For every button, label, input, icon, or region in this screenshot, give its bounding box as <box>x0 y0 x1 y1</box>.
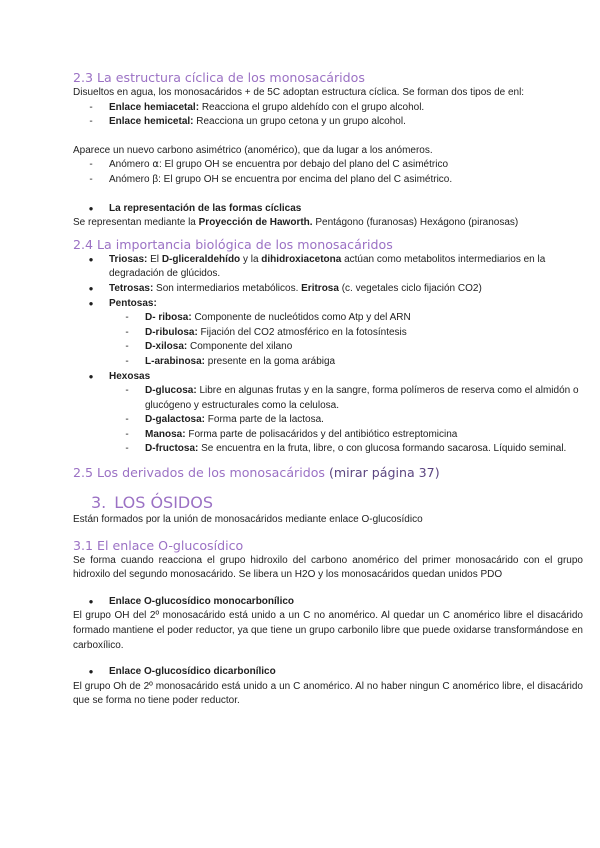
list-item <box>73 340 583 355</box>
section-2-5-heading <box>73 465 583 481</box>
text-run: Son intermediarios metabólicos. <box>153 282 302 294</box>
anomeric-carbon-text: Aparece un nuevo carbono asimétrico (anomérico), que da lugar a los anómeros. <box>73 144 433 156</box>
term: Tetrosas: <box>109 282 154 294</box>
glycosidic-bond-text: Se forma cuando reacciona el grupo hidroxilo del carbono anomérico del primer monosacárido con el grupo hidroxilo del segundo monosacárido. Se libera un H2O y los monosacáridos quedan unidos PDO <box>73 554 583 581</box>
definition: Reacciona un grupo cetona y un grupo alcohol. <box>193 116 406 128</box>
dicarbonyl-title: Enlace O-glucosídico dicarbonílico <box>109 666 276 678</box>
term: dihidroxiacetona <box>261 253 342 265</box>
dash-marker: - <box>89 173 93 185</box>
term: D-xilosa: <box>145 341 188 353</box>
definition: Fijación del CO2 atmosférico en la fotosíntesis <box>197 326 407 338</box>
representation-text <box>73 216 583 231</box>
anomer-beta: Anómero β: El grupo OH se encuentra por encima del plano del C asimétrico. <box>109 173 453 185</box>
list-item <box>73 665 583 680</box>
hexosas-label: Hexosas <box>109 370 151 382</box>
dash-marker: - <box>89 116 93 128</box>
section-3-1-heading: 3.1 El enlace O-glucosídico <box>73 537 244 553</box>
text-run: y la <box>240 253 262 265</box>
term: D-galactosa: <box>145 414 206 426</box>
section-number: 3. <box>91 493 107 513</box>
dash-marker: - <box>125 312 129 324</box>
bullet-marker: ● <box>88 596 94 606</box>
list-item <box>73 101 583 116</box>
definition: Se encuentra en la fruta, libre, o con glucosa formando sacarosa. Líquido seminal. <box>198 443 567 455</box>
text-run: Pentágono (furanosas) Hexágono (piranosas) <box>312 217 519 229</box>
dash-marker: - <box>125 414 129 426</box>
text-run: (c. vegetales ciclo fijación CO2) <box>338 282 482 294</box>
list-item <box>73 202 583 217</box>
definition: Forma parte de la lactosa. <box>205 414 324 426</box>
term: Manosa: <box>145 428 186 440</box>
term: L-arabinosa: <box>145 355 206 367</box>
bullet-marker: ● <box>88 254 94 264</box>
dash-marker: - <box>125 341 129 353</box>
section-2-3-intro: Disueltos en agua, los monosacáridos + de 5C adoptan estructura cíclica. Se forman dos tipos de enl: <box>73 87 525 98</box>
haworth-term: Proyección de Haworth. <box>198 217 313 229</box>
term: Eritrosa <box>301 282 339 294</box>
definition: Forma parte de polisacáridos y del antibiótico estreptomicina <box>185 428 458 440</box>
term: Enlace hemicetal: <box>109 116 194 128</box>
definition: Componente de nucleótidos como Atp y del ARN <box>191 312 411 324</box>
monocarbonyl-text: El grupo OH del 2º monosacárido está unido a un C no anomérico. Al quedar un C anomérico libre el disacárido formado mantiene el poder reductor, ya que tiene un grupo carbonilo libre que puede oxidarse transformándose en carboxílico. <box>73 610 583 651</box>
term: D-ribulosa: <box>145 326 198 338</box>
bullet-marker: ● <box>88 667 94 677</box>
list-item <box>73 442 583 457</box>
list-item <box>73 115 583 130</box>
list-item <box>73 173 583 188</box>
page-reference: (mirar página 37) <box>329 465 440 481</box>
list-item <box>73 253 583 282</box>
list-item <box>73 595 583 610</box>
list-item <box>73 428 583 443</box>
text-run: El <box>147 253 162 265</box>
bullet-marker: ● <box>88 283 94 293</box>
list-item <box>73 282 583 297</box>
dash-marker: - <box>125 385 129 397</box>
term: D-glucosa: <box>145 385 197 397</box>
dash-marker: - <box>125 443 129 455</box>
section-2-5-title: 2.5 Los derivados de los monosacáridos <box>73 465 325 481</box>
dash-marker: - <box>125 326 129 338</box>
section-3-heading <box>73 493 583 513</box>
list-item <box>73 326 583 341</box>
bullet-marker: ● <box>88 298 94 308</box>
anomer-alpha: Anómero ⍺: El grupo OH se encuentra por debajo del plano del C asimétrico <box>109 159 448 171</box>
dicarbonyl-text: El grupo Oh de 2º monosacárido está unido a un C anomérico. Al no haber ningun C anomérico libre, el disacárido que se forma no tiene poder reductor. <box>73 680 583 707</box>
bullet-marker: ● <box>88 371 94 381</box>
section-2-4-heading: 2.4 La importancia biológica de los monosacáridos <box>73 236 393 252</box>
definition: Componente del xilano <box>187 341 293 353</box>
list-item <box>73 384 583 413</box>
term: D-fructosa: <box>145 443 199 455</box>
list-item <box>73 355 583 370</box>
list-item <box>73 413 583 428</box>
osidos-intro: Están formados por la unión de monosacáridos mediante enlace O-glucosídico <box>73 514 423 526</box>
monocarbonyl-title: Enlace O-glucosídico monocarbonílico <box>109 595 295 607</box>
bullet-marker: ● <box>88 203 94 213</box>
section-3-title: LOS ÓSIDOS <box>114 493 213 513</box>
text-run: Se representan mediante la <box>73 217 199 229</box>
section-2-3-heading: 2.3 La estructura cíclica de los monosacáridos <box>73 70 365 85</box>
pentosas-label: Pentosas: <box>109 297 157 309</box>
term: Enlace hemiacetal: <box>109 101 200 113</box>
term: D-gliceraldehído <box>161 253 241 265</box>
text-run: actúan como metabolitos intermediarios en la degradación de glúcidos. <box>109 253 546 280</box>
definition: presente en la goma arábiga <box>205 355 336 367</box>
term: Triosas: <box>109 253 148 265</box>
dash-marker: - <box>89 101 93 113</box>
dash-marker: - <box>125 355 129 367</box>
definition: Reacciona el grupo aldehído con el grupo alcohol. <box>199 101 425 113</box>
dash-marker: - <box>125 428 129 440</box>
list-item <box>73 311 583 326</box>
list-item <box>73 158 583 173</box>
list-item <box>73 297 583 312</box>
term: D- ribosa: <box>145 312 192 324</box>
definition: Libre en algunas frutas y en la sangre, forma polímeros de reserva como el almidón o glucógeno y estructurales como la celulosa. <box>145 385 579 411</box>
representation-title: La representación de las formas cíclicas <box>109 202 302 214</box>
document-page <box>73 70 583 709</box>
list-item <box>73 370 583 385</box>
dash-marker: - <box>89 159 93 171</box>
